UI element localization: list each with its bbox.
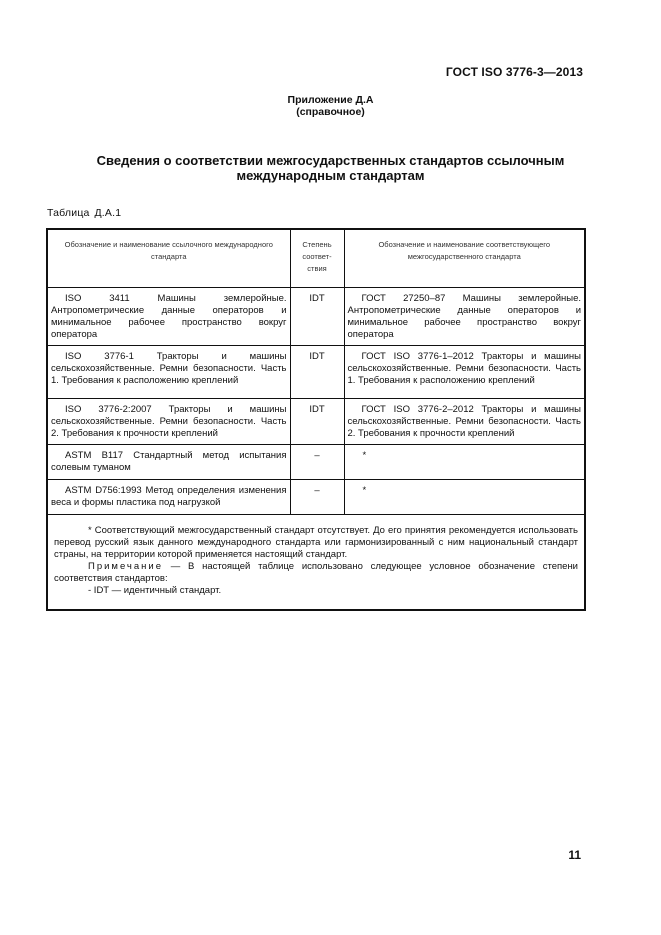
note-text: — В настоящей таблице использовано следующее условное обозначение степени соответствия стандартов:	[54, 561, 578, 584]
cell-international: ISO 3776-2:2007 Тракторы и машины сельскохозяйственные. Ремни безопасности. Часть 2. Требования к прочности креплений	[47, 399, 290, 445]
page-number: 11	[568, 848, 581, 862]
note-paragraph	[54, 561, 578, 585]
header-degree: Степень соответ- ствия	[290, 229, 344, 288]
table-row	[47, 346, 585, 399]
table-header-row	[47, 229, 585, 288]
table-note-row	[47, 515, 585, 611]
cell-degree: –	[290, 445, 344, 480]
table-caption	[47, 207, 121, 219]
appendix-subtitle: (справочное)	[296, 106, 365, 118]
cell-national: ГОСТ ISO 3776-1–2012 Тракторы и машины сельскохозяйственные. Ремни безопасности. Часть 1. Требования к расположению креплений	[344, 346, 585, 399]
cell-international: ASTM B117 Стандартный метод испытания солевым туманом	[47, 445, 290, 480]
cell-degree: IDT	[290, 346, 344, 399]
table-caption-prefix: Таблица	[47, 207, 90, 219]
header-national-standard: Обозначение и наименование соответствующего межгосударственного стандарта	[344, 229, 585, 288]
document-code: ГОСТ ISO 3776-3—2013	[445, 65, 583, 79]
cell-degree: IDT	[290, 288, 344, 346]
table-row	[47, 480, 585, 515]
cell-national: *	[344, 445, 585, 480]
cell-degree: –	[290, 480, 344, 515]
section-title	[60, 153, 601, 183]
cell-international: ASTM D756:1993 Метод определения изменения веса и формы пластика под нагрузкой	[47, 480, 290, 515]
table-row	[47, 399, 585, 445]
correspondence-table	[46, 228, 586, 611]
header-international-standard: Обозначение и наименование ссылочного международного стандарта	[47, 229, 290, 288]
cell-degree: IDT	[290, 399, 344, 445]
appendix-title: Приложение Д.А	[287, 94, 374, 106]
table-row	[47, 288, 585, 346]
cell-national: ГОСТ 27250–87 Машины землеройные. Антропометрические данные операторов и минимальное рабочее пространство вокруг оператора	[344, 288, 585, 346]
table-caption-number: Д.А.1	[94, 207, 122, 219]
table-note-cell	[47, 515, 585, 611]
note-label: Примечание	[88, 561, 163, 572]
footnote-text: * Соответствующий межгосударственный стандарт отсутствует. До его принятия рекомендуется использовать перевод русский язык данного международного стандарта или гармонизированный с ним национальный стандарт страны, на территории которой применяется настоящий стандарт.	[54, 525, 578, 560]
appendix-heading	[0, 94, 661, 118]
idt-definition: - IDT — идентичный стандарт.	[88, 585, 222, 596]
cell-international: ISO 3411 Машины землеройные. Антропометрические данные операторов и минимальное рабочее пространство вокруг оператора	[47, 288, 290, 346]
section-title-line-1: Сведения о соответствии межгосударственных стандартов ссылочным	[96, 153, 565, 168]
cell-national: ГОСТ ISO 3776-2–2012 Тракторы и машины сельскохозяйственные. Ремни безопасности. Часть 2. Требования к прочности креплений	[344, 399, 585, 445]
cell-international: ISO 3776-1 Тракторы и машины сельскохозяйственные. Ремни безопасности. Часть 1. Требования к расположению креплений	[47, 346, 290, 399]
table-row	[47, 445, 585, 480]
section-title-line-2: международным стандартам	[236, 168, 425, 183]
cell-national: *	[344, 480, 585, 515]
